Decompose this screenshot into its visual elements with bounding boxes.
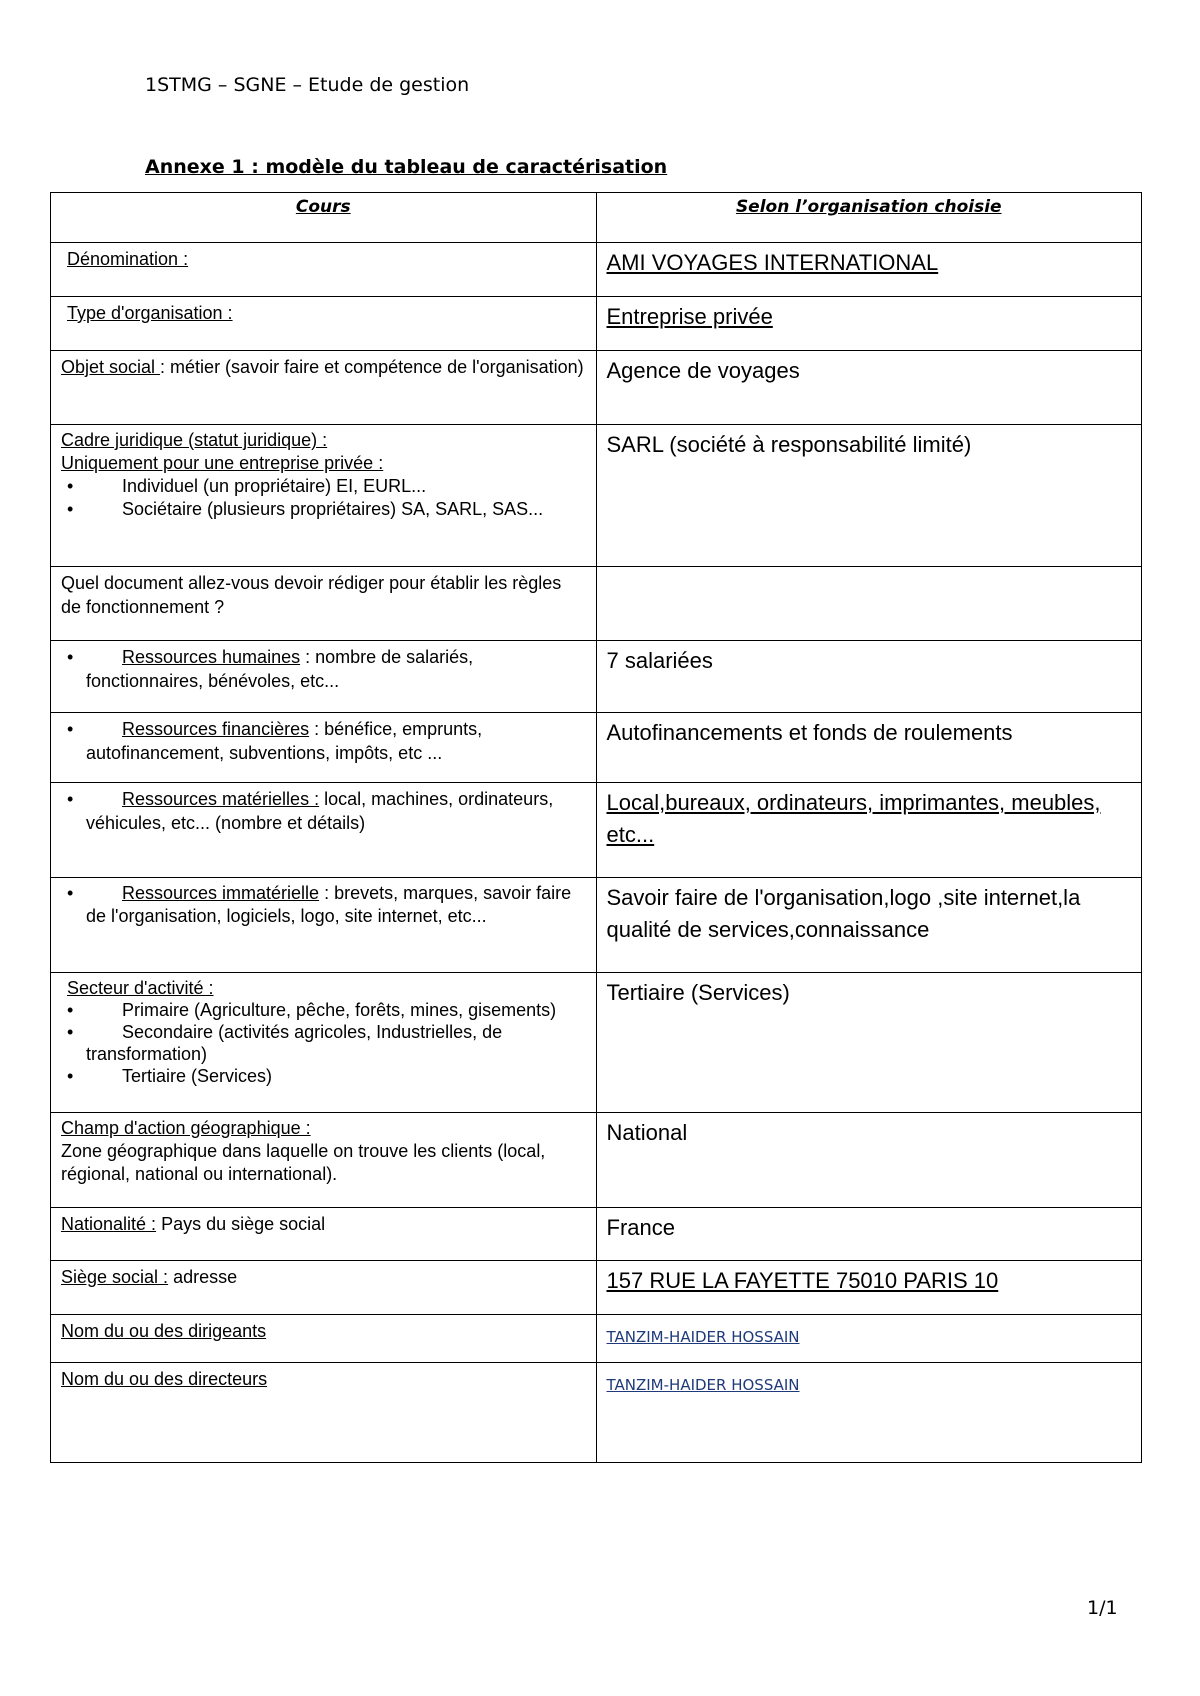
rm-desc: local, machines, ordinateurs, véhicules, etc... (nombre et détails) xyxy=(86,789,554,833)
siege-label: Siège social : xyxy=(61,1267,169,1287)
row-label xyxy=(51,973,597,1113)
page-number: 1/1 xyxy=(1087,1597,1118,1619)
row-label xyxy=(51,783,597,878)
type-value: Entreprise privée xyxy=(606,304,773,329)
dirigeants-label: Nom du ou des dirigeants xyxy=(61,1321,267,1341)
table-row xyxy=(51,297,1142,351)
table-row xyxy=(51,567,1142,641)
table-row xyxy=(51,1208,1142,1261)
table-row xyxy=(51,973,1142,1113)
siege-desc: adresse xyxy=(168,1267,238,1287)
row-value xyxy=(596,297,1142,351)
row-label xyxy=(51,425,597,567)
table-row xyxy=(51,713,1142,783)
rh-label: Ressources humaines xyxy=(122,647,301,667)
objet-value: Agence de voyages xyxy=(606,358,800,383)
nationalite-label: Nationalité : xyxy=(61,1214,157,1234)
rh-item xyxy=(61,645,586,693)
rf-item xyxy=(61,717,586,765)
table-row xyxy=(51,425,1142,567)
column-header-organisation: Selon l’organisation choisie xyxy=(596,193,1142,243)
cadre-value: SARL (société à responsabilité limité) xyxy=(606,432,972,457)
row-label xyxy=(51,1363,597,1463)
table-row xyxy=(51,641,1142,713)
ri-desc: : brevets, marques, savoir faire de l'organisation, logiciels, logo, site internet, etc... xyxy=(86,883,572,926)
champ-label: Champ d'action géographique : xyxy=(61,1118,311,1138)
secteur-bullet-tertiaire: • Tertiaire (Services) xyxy=(61,1065,586,1087)
row-value xyxy=(596,351,1142,425)
row-value xyxy=(596,243,1142,297)
cadre-bullet-societaire: • Sociétaire (plusieurs propriétaires) SA, SARL, SAS... xyxy=(61,498,586,521)
siege-value: 157 RUE LA FAYETTE 75010 PARIS 10 xyxy=(606,1268,999,1293)
ri-value: Savoir faire de l'organisation,logo ,site internet,la qualité de services,connaissance xyxy=(606,885,1081,942)
objet-label: Objet social xyxy=(61,357,161,377)
secteur-bullet-secondaire: • Secondaire (activités agricoles, Industrielles, de transformation) xyxy=(61,1021,586,1065)
cadre-label: Cadre juridique (statut juridique) : xyxy=(61,430,328,450)
row-label xyxy=(51,567,597,641)
dirigeants-value: TANZIM-HAIDER HOSSAIN xyxy=(606,1328,800,1346)
row-label xyxy=(51,1113,597,1208)
ri-label: Ressources immatérielle xyxy=(122,883,320,903)
rm-item xyxy=(61,787,586,835)
row-label xyxy=(51,243,597,297)
row-label xyxy=(51,1261,597,1315)
row-label xyxy=(51,351,597,425)
row-value xyxy=(596,878,1142,973)
nationalite-desc: Pays du siège social xyxy=(156,1214,326,1234)
rf-desc: : bénéfice, emprunts, autofinancement, subventions, impôts, etc ... xyxy=(86,719,483,763)
denomination-label: Dénomination : xyxy=(67,249,189,269)
table-row xyxy=(51,1315,1142,1363)
characterization-table xyxy=(50,192,1142,1463)
row-label xyxy=(51,297,597,351)
table-row xyxy=(51,1261,1142,1315)
rm-value: Local,bureaux, ordinateurs, imprimantes, meubles, etc... xyxy=(606,790,1101,847)
cadre-sublabel: Uniquement pour une entreprise privée : xyxy=(61,453,384,473)
type-label: Type d'organisation : xyxy=(67,303,233,323)
row-value xyxy=(596,713,1142,783)
row-value xyxy=(596,1363,1142,1463)
directeurs-label: Nom du ou des directeurs xyxy=(61,1369,268,1389)
row-value xyxy=(596,973,1142,1113)
rm-label: Ressources matérielles : xyxy=(122,789,320,809)
row-value xyxy=(596,1208,1142,1261)
row-value xyxy=(596,783,1142,878)
rf-label: Ressources financières xyxy=(122,719,310,739)
table-row xyxy=(51,1113,1142,1208)
objet-label-desc: : métier (savoir faire et compétence de l'organisation) xyxy=(160,357,584,377)
secteur-label: Secteur d'activité : xyxy=(67,978,214,998)
table-row xyxy=(51,243,1142,297)
annex-title: Annexe 1 : modèle du tableau de caractérisation xyxy=(145,156,668,178)
rh-desc: : nombre de salariés, fonctionnaires, bénévoles, etc... xyxy=(86,647,474,691)
row-value xyxy=(596,567,1142,641)
champ-value: National xyxy=(606,1120,688,1145)
nationalite-value: France xyxy=(606,1215,675,1240)
champ-desc: Zone géographique dans laquelle on trouve les clients (local, régional, national ou international). xyxy=(61,1141,546,1184)
row-value xyxy=(596,641,1142,713)
document-header: 1STMG – SGNE – Etude de gestion xyxy=(145,74,470,96)
row-label xyxy=(51,878,597,973)
row-label xyxy=(51,1315,597,1363)
document-label: Quel document allez-vous devoir rédiger pour établir les règles de fonctionnement ? xyxy=(61,573,562,617)
row-label xyxy=(51,713,597,783)
row-value xyxy=(596,1315,1142,1363)
row-label xyxy=(51,1208,597,1261)
row-value xyxy=(596,1261,1142,1315)
secteur-bullet-primaire: • Primaire (Agriculture, pêche, forêts, mines, gisements) xyxy=(61,999,586,1021)
table-row xyxy=(51,351,1142,425)
row-value xyxy=(596,425,1142,567)
ri-item xyxy=(61,882,586,928)
row-label xyxy=(51,641,597,713)
row-value xyxy=(596,1113,1142,1208)
table-row xyxy=(51,783,1142,878)
rh-value: 7 salariées xyxy=(606,648,713,673)
table-header-row xyxy=(51,193,1142,243)
denomination-value: AMI VOYAGES INTERNATIONAL xyxy=(606,250,939,275)
secteur-value: Tertiaire (Services) xyxy=(606,980,790,1005)
column-header-cours: Cours xyxy=(51,193,597,243)
table-row xyxy=(51,1363,1142,1463)
table-row xyxy=(51,878,1142,973)
rf-value: Autofinancements et fonds de roulements xyxy=(606,720,1013,745)
directeurs-value: TANZIM-HAIDER HOSSAIN xyxy=(606,1376,800,1394)
cadre-bullet-individuel: • Individuel (un propriétaire) EI, EURL... xyxy=(61,475,586,498)
